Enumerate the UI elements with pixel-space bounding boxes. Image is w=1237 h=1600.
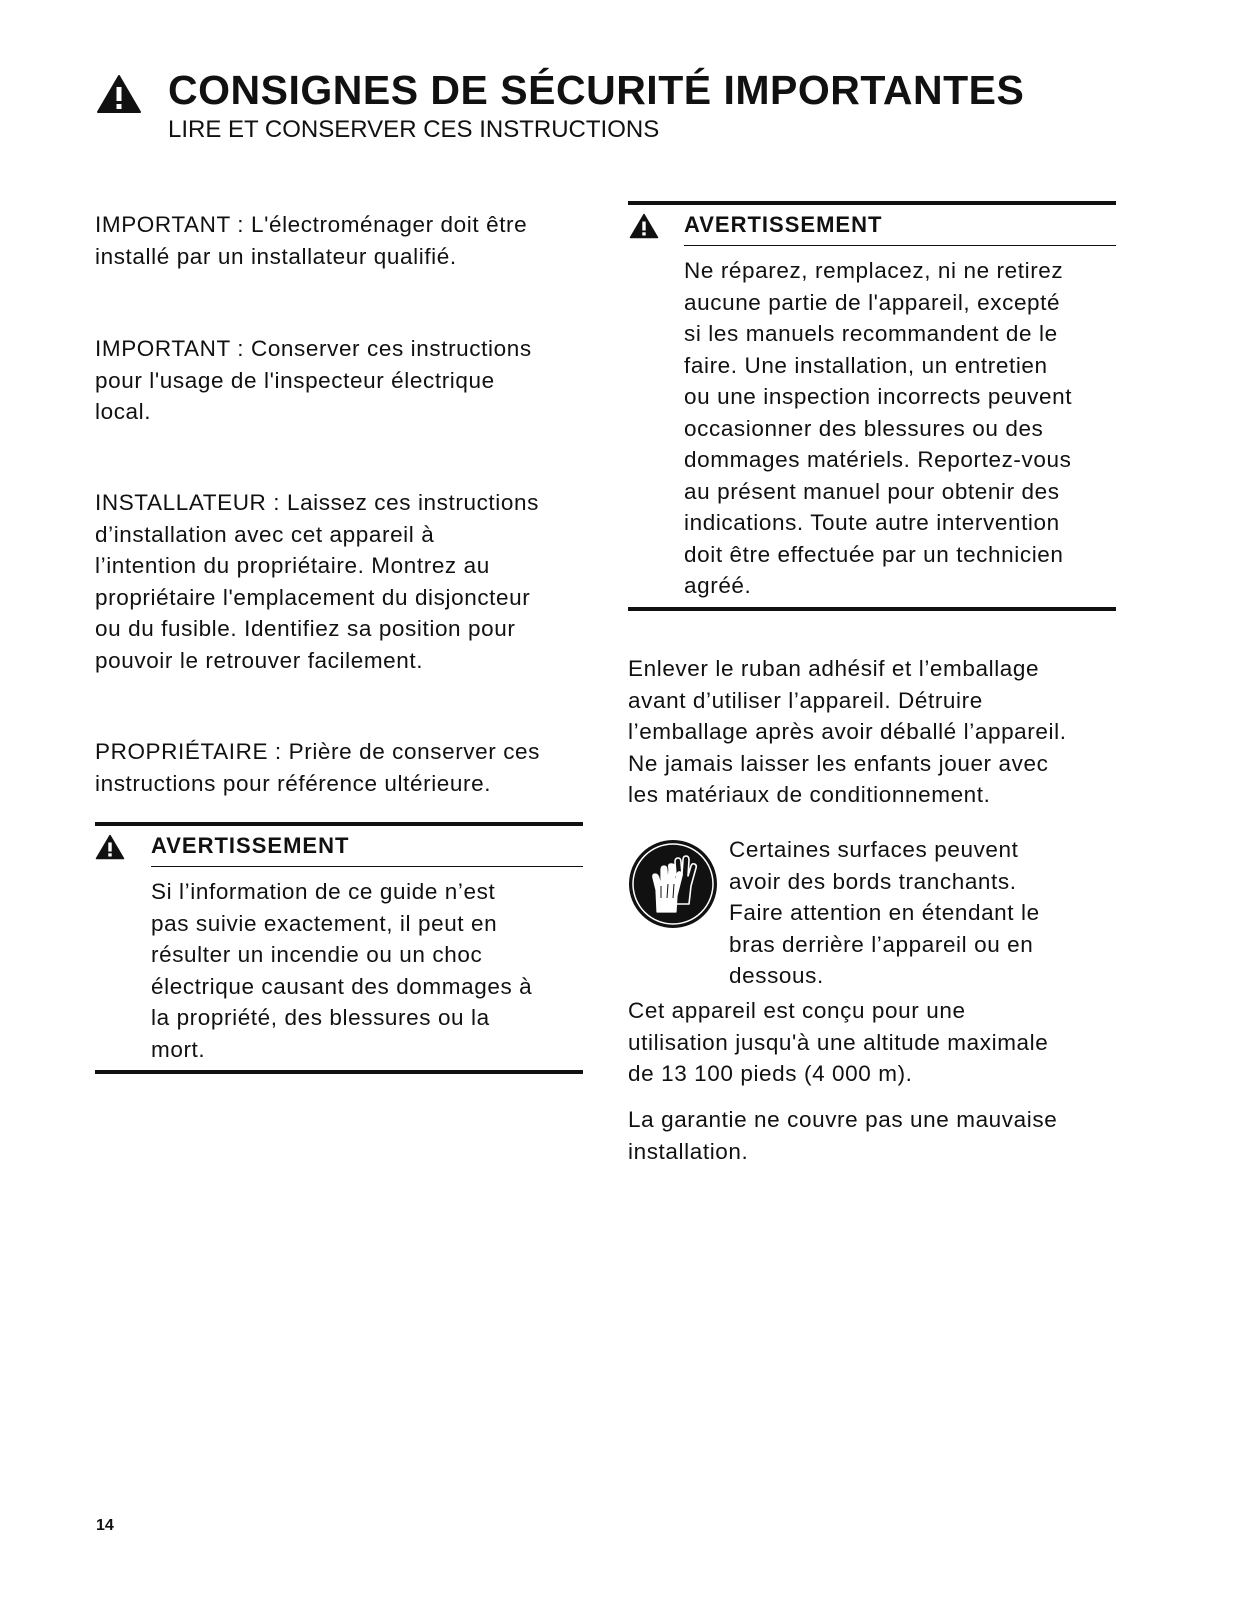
warning-body: Ne réparez, remplacez, ni ne retirez aucune partie de l'appareil, excepté si les manuels recommandent de le faire. Une installation, un entretien ou une inspection incorrects peuvent occasionner des blessures ou des dommages matériels. Reportez-vous au présent manuel pour obtenir des indications. Toute autre intervention doit être effectuée par un technicien agréé. bbox=[684, 258, 1073, 598]
warning-title-rule bbox=[151, 866, 583, 867]
warning-triangle-icon bbox=[96, 74, 142, 114]
warning-title: AVERTISSEMENT bbox=[684, 212, 883, 237]
warning-title: AVERTISSEMENT bbox=[151, 833, 350, 858]
page-number: 14 bbox=[96, 1517, 114, 1534]
installer-paragraph: INSTALLATEUR : Laissez ces instructions d’installation avec cet appareil à l’intention du propriétaire. Montrez au propriétaire l'emplacement du disjoncteur ou du fusible. Identifiez sa position pour pouvoir le retrouver facilement. bbox=[95, 490, 539, 673]
warning-triangle-icon bbox=[95, 834, 125, 860]
warranty-paragraph: La garantie ne couvre pas une mauvaise installation. bbox=[628, 1107, 1058, 1164]
warning-body: Si l’information de ce guide n’est pas suivie exactement, il peut en résulter un incendie ou un choc électrique causant des dommages à la propriété, des blessures ou la mort. bbox=[151, 879, 533, 1062]
important-keep-paragraph: IMPORTANT : Conserver ces instructions pour l'usage de l'inspecteur électrique local. bbox=[95, 336, 532, 424]
warning-box-top-rule bbox=[628, 201, 1116, 205]
altitude-paragraph: Cet appareil est conçu pour une utilisation jusqu'à une altitude maximale de 13 100 pieds (4 000 m). bbox=[628, 998, 1049, 1086]
page-title: CONSIGNES DE SÉCURITÉ IMPORTANTES bbox=[168, 67, 1025, 113]
warning-title-rule bbox=[684, 245, 1116, 246]
sharp-edges-paragraph: Certaines surfaces peuvent avoir des bords tranchants. Faire attention en étendant le bras derrière l’appareil ou en dessous. bbox=[729, 837, 1040, 988]
important-installer-paragraph: IMPORTANT : L'électroménager doit être installé par un installateur qualifié. bbox=[95, 212, 528, 269]
owner-paragraph: PROPRIÉTAIRE : Prière de conserver ces instructions pour référence ultérieure. bbox=[95, 739, 541, 796]
warning-box-bottom-rule bbox=[95, 1070, 583, 1074]
warning-box-top-rule bbox=[95, 822, 583, 826]
warning-triangle-icon bbox=[629, 213, 659, 239]
page-subtitle: LIRE ET CONSERVER CES INSTRUCTIONS bbox=[168, 116, 660, 143]
warning-box-bottom-rule bbox=[628, 607, 1116, 611]
packaging-paragraph: Enlever le ruban adhésif et l’emballage avant d’utiliser l’appareil. Détruire l’emballage après avoir déballé l’appareil. Ne jamais laisser les enfants jouer avec les matériaux de conditionnement. bbox=[628, 656, 1067, 807]
gloves-icon bbox=[627, 838, 719, 930]
